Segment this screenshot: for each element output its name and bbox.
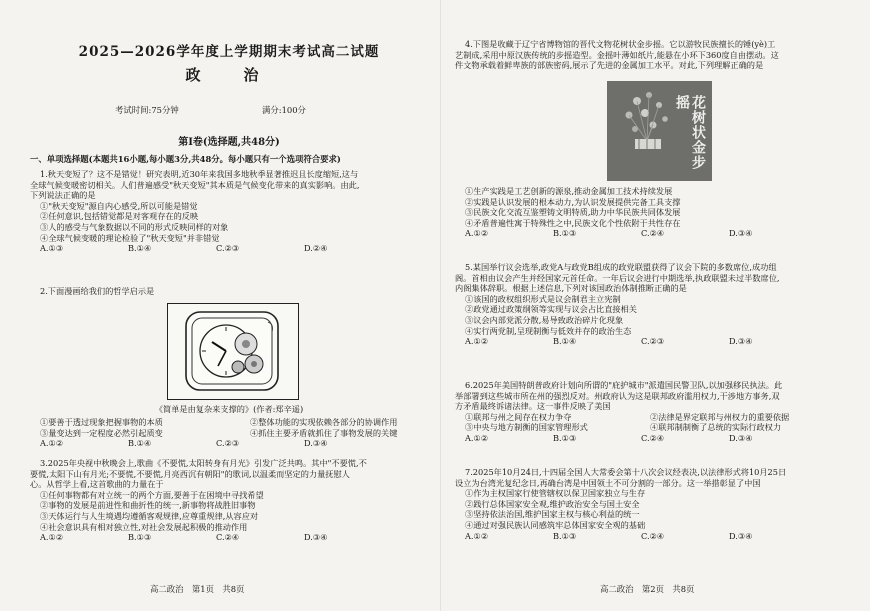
question-6 [455, 380, 845, 444]
q5-options [455, 336, 845, 347]
q7-statement: ④通过对强民族认同感筑牢总体国家安全观的基础 [465, 519, 646, 530]
q6-statement: ④联邦制制衡了总统的实际行政权力 [650, 422, 782, 433]
q2-statement: ①要善于透过现象把握事物的本质 [40, 417, 163, 427]
question-2 [30, 286, 428, 297]
q4-option-c[interactable]: C.②④ [641, 228, 665, 239]
q7-option-b[interactable]: B.①③ [553, 530, 577, 541]
subject-title: 政 治 [185, 66, 273, 84]
q6-options [455, 433, 845, 444]
q3-statement: ③天体运行与人生境遇均遵循客观规律,应尊重规律,从容应对 [40, 510, 259, 521]
footer-page-1: 高二政治 第1页 共8页 [150, 584, 245, 594]
q1-statement: ④全球气候变暖的理论检验了"秋天变短"并非错觉 [40, 232, 220, 243]
q3-stem-line: 心。从哲学上看,这首歌曲的力量在于 [30, 479, 164, 490]
q6-option-a[interactable]: A.①② [465, 432, 489, 443]
q5-statement: ④实行两党制,呈现制衡与低效并存的政治生态 [465, 325, 632, 336]
q5-statement: ③议会内部党派分散,易导致政治碎片化现象 [465, 314, 624, 325]
question-5 [455, 262, 845, 347]
q6-option-d[interactable]: D.③④ [729, 432, 753, 443]
q1-stem-line: 全球气候变暖密切相关。人们普遍感受"秋天变短"其本质是气候变化带来的真实影响。由此, [30, 179, 360, 190]
exam-score: 满分:100分 [262, 105, 306, 115]
q2-option-a[interactable]: A.①② [40, 438, 64, 449]
q3-stem-line: 要慌,太阳下山有月光;不要慌,不要慌,月亮西沉有朝阳"的歌词,以温柔而坚定的力量抚慰人 [30, 468, 350, 479]
q2-statement: ③量变达到一定程度必然引起质变 [40, 427, 163, 438]
q3-statement: ④社会意识具有相对独立性,对社会发展起积极的推动作用 [40, 521, 248, 532]
q1-options [30, 243, 428, 254]
q7-option-a[interactable]: A.①② [465, 530, 489, 541]
q7-option-c[interactable]: C.②④ [641, 530, 665, 541]
q2-option-b[interactable]: B.①④ [128, 438, 152, 449]
q3-option-a[interactable]: A.①② [40, 532, 64, 543]
q4-stem-line: 艺制成,采用中原汉族传统的步摇造型。金摇叶薄如纸片,能悬在小环下360度自由摆动。这 [455, 49, 779, 60]
q6-stem-line: 举部署到这些城市所在州的强烈反对。州政府认为这是联邦政府滥用权力,干涉地方事务,双 [455, 390, 780, 401]
question-1 [30, 169, 428, 254]
q3-statement: ①任何事物都有对立统一的两个方面,要善于在困境中寻找希望 [40, 489, 264, 500]
q2-statements [30, 417, 428, 438]
q7-options [455, 531, 845, 542]
q3-statement: ②事物的发展是前进性和曲折性的统一,新事物将战胜旧事物 [40, 500, 256, 511]
q6-option-b[interactable]: B.①③ [553, 432, 577, 443]
q1-stem-line: 1.秋天变短了？这不是错觉！研究表明,近30年来我国多地秋季显著推迟且长度缩短,这与 [40, 169, 359, 179]
q1-option-a[interactable]: A.①③ [40, 243, 64, 254]
cartoon-caption: 《简单是由复杂来支撑的》(作者:郑辛遥) [154, 404, 304, 414]
q5-option-b[interactable]: B.①④ [553, 336, 577, 347]
part-heading: 第Ⅰ卷(选择题,共48分) [178, 137, 280, 148]
q4-statement: ②实践是认识发展的根本动力,为认识发展提供完备工具支撑 [465, 196, 681, 207]
question-2-body [30, 417, 428, 449]
q2-statement: ②整体功能的实现依赖各部分的协调作用 [250, 417, 398, 427]
gold-headdress-photo [607, 81, 712, 181]
q4-option-d[interactable]: D.③④ [729, 228, 753, 239]
q4-option-a[interactable]: A.①② [465, 228, 489, 239]
q4-statement: ③民族文化交流互鉴塑铸文明特质,助力中华民族共同体发展 [465, 207, 681, 218]
q5-stem-line: 内阁集体辞职。根据上述信息,下列对该国政治体制推断正确的是 [455, 283, 687, 294]
q7-stem-line: 设立为台湾光复纪念日,再确台湾是中国领土不可分割的一部分。这一举措彰显了中国 [455, 477, 761, 488]
q5-option-d[interactable]: D.③④ [729, 336, 753, 347]
q4-stem-line: 件文物承载着鲜卑族的部族密码,展示了先进的金属加工水平。对此,下列理解正确的是 [455, 60, 764, 71]
exam-title: 2025—2026学年度上学期期末考试高二试题 [78, 44, 380, 60]
q6-stem-line: 6.2025年美国特朗普政府计划向所谓的"庇护城市"派遣国民警卫队,以加强移民执法。此 [465, 380, 783, 390]
q6-statement: ①联邦与州之间存在权力争夺 [465, 411, 572, 422]
q6-option-c[interactable]: C.②④ [641, 432, 665, 443]
q7-option-d[interactable]: D.③④ [729, 530, 753, 541]
q7-stem-line: 7.2025年10月24日,十四届全国人大常委会第十八次会议经表决,以法律形式将10月25日 [465, 467, 787, 477]
q7-statement: ②践行总体国家安全观,维护政治安全与国土安全 [465, 498, 640, 509]
q4-statement: ①生产实践是工艺创新的源泉,推动金属加工技术持续发展 [465, 186, 673, 196]
q6-statement: ③中央与地方制衡的国家管理形式 [465, 422, 588, 433]
q3-option-c[interactable]: C.②④ [216, 532, 240, 543]
right-page [455, 0, 845, 611]
section-heading: 一、单项选择题(本题共16小题,每小题3分,共48分。每小题只有一个选项符合要求) [30, 154, 341, 164]
q6-statements [455, 412, 845, 433]
q4-options [455, 228, 845, 239]
q3-option-d[interactable]: D.③④ [304, 532, 328, 543]
q1-stem-line: 下列说法正确的是 [30, 190, 96, 201]
q2-statement: ④抓住主要矛盾就抓住了事物发展的关键 [250, 427, 398, 438]
q5-stem-line: 阁。首相由议会产生并经国家元首任命。一年后议会进行中期选举,执政联盟未过半数席位, [455, 272, 780, 283]
left-page [30, 0, 428, 611]
q1-option-d[interactable]: D.②④ [304, 243, 328, 254]
q5-stem-line: 5.某国举行议会选举,政党A与政党B组成的政党联盟获得了议会下院的多数席位,成功组 [465, 262, 777, 272]
question-3 [30, 458, 428, 543]
q4-statement: ④矛盾普遍性寓于特殊性之中,民族文化个性依附于共性存在 [465, 217, 681, 228]
q1-statement: ③人的感受与气象数据以不同的形式反映同样的对象 [40, 221, 229, 232]
exam-time: 考试时间:75分钟 [115, 105, 179, 115]
q2-option-c[interactable]: C.②③ [216, 438, 240, 449]
question-7 [455, 467, 845, 541]
q3-options [30, 532, 428, 543]
q5-option-a[interactable]: A.①② [465, 336, 489, 347]
q4-option-b[interactable]: B.①③ [553, 228, 577, 239]
q1-statement: ②任何意识,包括错觉都是对客观存在的反映 [40, 211, 199, 222]
q4-stem-line: 4.下图是收藏于辽宁省博物馆的晋代文物花树状金步摇。它以游牧民族擅长的锤(yè)工 [465, 39, 776, 49]
q1-option-b[interactable]: B.①④ [128, 243, 152, 254]
photo-label: 花树状金步摇 [674, 95, 706, 170]
q5-option-c[interactable]: C.②③ [641, 336, 665, 347]
q2-options [30, 438, 428, 449]
q7-statement: ①作为主权国家行使管辖权以保卫国家独立与生存 [465, 488, 646, 499]
q6-statement: ②法律是界定联邦与州权力的重要依据 [650, 411, 790, 422]
q5-statement: ②政党通过政策纲领等实现与议会占比直接相关 [465, 304, 637, 315]
clock-gears-icon [168, 304, 298, 399]
q3-option-b[interactable]: B.①③ [128, 532, 152, 543]
question-4 [455, 39, 845, 71]
q2-option-d[interactable]: D.③④ [304, 438, 328, 449]
footer-page-2: 高二政治 第2页 共8页 [600, 584, 695, 594]
q1-statement: ①"秋天变短"源自内心感受,所以可能是错觉 [40, 200, 198, 211]
page-divider [440, 0, 441, 611]
q1-option-c[interactable]: C.②③ [216, 243, 240, 254]
q2-stem: 2.下面漫画给我们的哲学启示是 [40, 286, 155, 296]
q3-stem-line: 3.2025年央视中秋晚会上,歌曲《不要慌,太阳转身有月光》引发广泛共鸣。其中"不要慌,不 [40, 458, 367, 468]
q7-statement: ③坚持依法治国,维护国家主权与核心利益的统一 [465, 509, 640, 520]
q6-stem-line: 方矛盾最终诉诸法律。这一事件反映了美国 [455, 401, 611, 412]
cartoon-clock-image [167, 303, 299, 400]
q5-statement: ①该国的政权组织形式是议会制君主立宪制 [465, 293, 621, 304]
question-4-body [455, 186, 845, 239]
